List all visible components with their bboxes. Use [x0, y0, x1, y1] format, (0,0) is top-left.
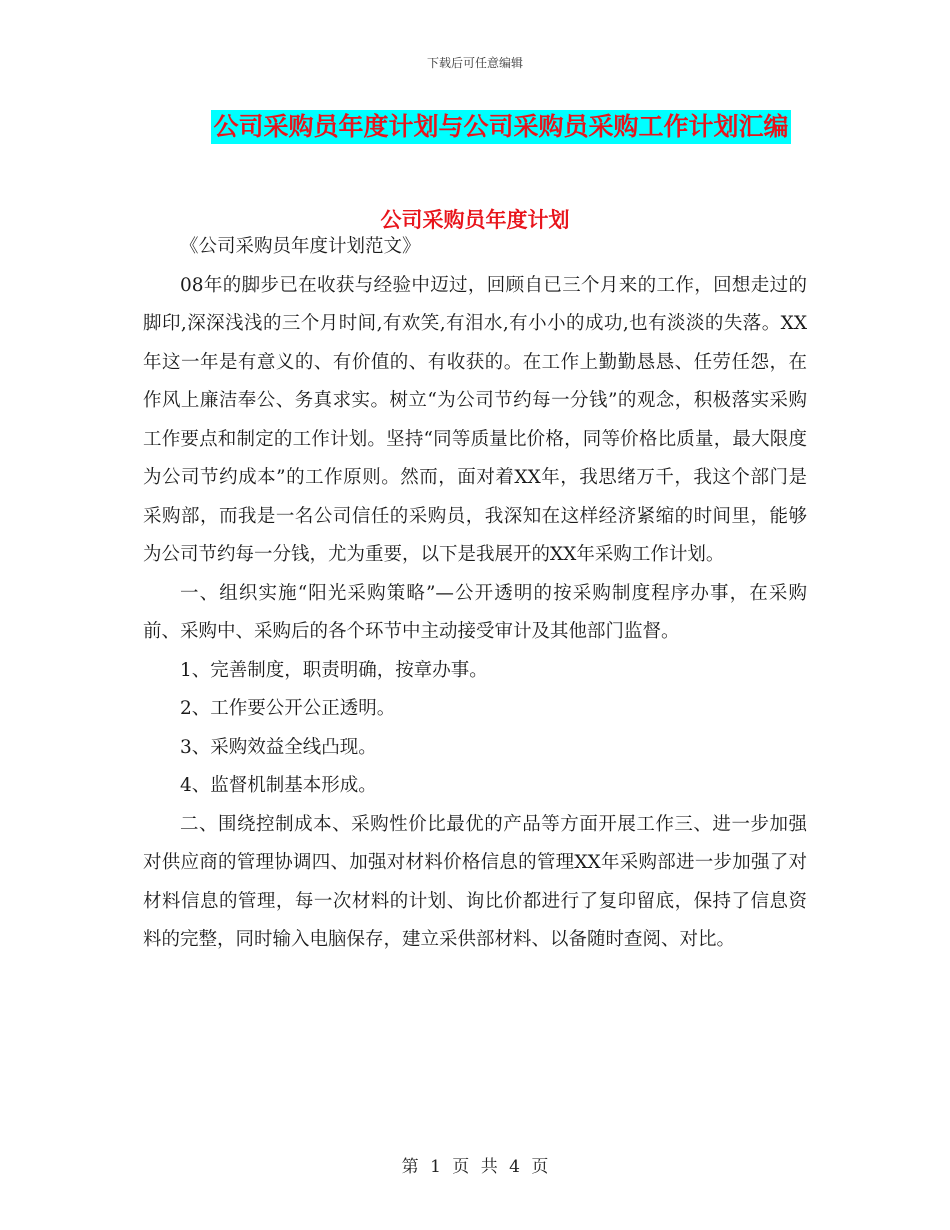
main-title: 公司采购员年度计划与公司采购员采购工作计划汇编 — [211, 110, 790, 144]
main-title-wrap — [0, 110, 950, 144]
list-item: 3、采购效益全线凸现。 — [180, 736, 377, 758]
paragraph-subtitle: 《公司采购员年度计划范文》 — [180, 236, 421, 257]
section-title: 公司采购员年度计划 — [380, 208, 570, 232]
page-footer: 第 1 页 共 4 页 — [401, 1157, 549, 1177]
paragraph-section-one: 一、组织实施“阳光采购策略”—公开透明的按采购制度程序办事，在采购前、采购中、采购后的各个环节中主动接受审计及其他部门监督。 — [143, 582, 807, 642]
list-item: 4、监督机制基本形成。 — [180, 775, 377, 796]
header-note: 下载后可任意编辑 — [426, 56, 523, 70]
list-item: 1、完善制度，职责明确，按章办事。 — [180, 659, 488, 681]
paragraph-section-two: 二、围绕控制成本、采购性价比最优的产品等方面开展工作三、进一步加强对供应商的管理协调四、加强对材料价格信息的管理XX年采购部进一步加强了对材料信息的管理，每一次材料的计划、询比价都进行了复印留底，保持了信息资料的完整，同时输入电脑保存，建立采供部材料、以备随时查阅、对比。 — [143, 813, 807, 950]
paragraph-intro: 08年的脚步已在收获与经验中迈过，回顾自已三个月来的工作，回想走过的脚印,深深浅浅的三个月时间,有欢笑,有泪水,有小小的成功,也有淡淡的失落。XX年这一年是有意义的、有价值的、有收获的。在工作上勤勤恳恳、任劳任怨，在作风上廉洁奉公、务真求实。树立“为公司节约每一分钱”的观念，积极落实采购工作要点和制定的工作计划。坚持“同等质量比价格，同等价格比质量，最大限度为公司节约成本”的工作原则。然而，面对着XX年，我思绪万千，我这个部门是采购部，而我是一名公司信任的采购员，我深知在这样经济紧缩的时间里，能够为公司节约每一分钱，尤为重要，以下是我展开的XX年采购工作计划。 — [143, 274, 807, 565]
document-body — [143, 228, 807, 960]
list-item: 2、工作要公开公正透明。 — [180, 698, 396, 719]
